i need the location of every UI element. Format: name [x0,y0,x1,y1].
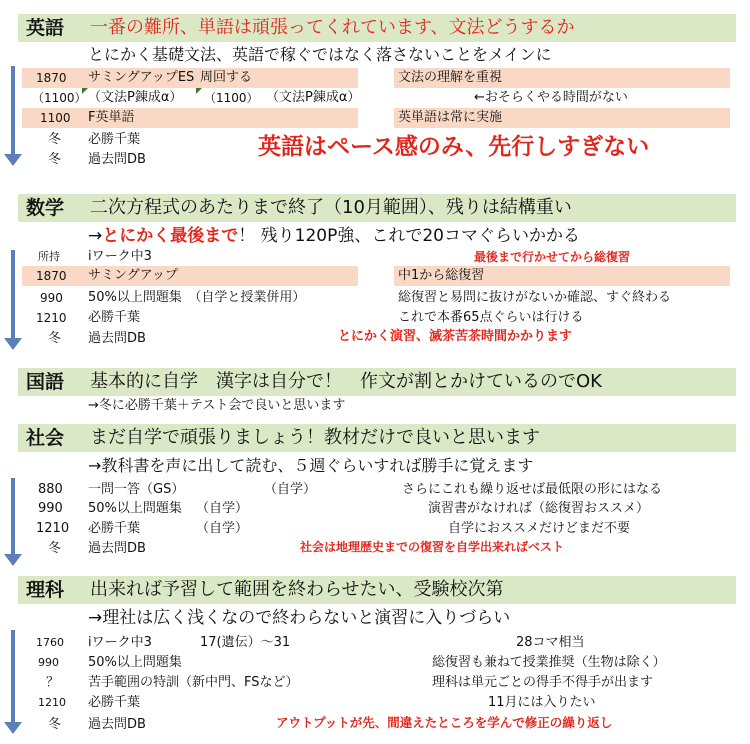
science-r3-note: 理科は単元ごとの得手不得手が出ます [432,675,654,690]
english-big-note: 英語はペース感のみ、先行しすぎない [258,134,650,160]
science-r5-price: 冬 [48,717,62,732]
math-r5-price: 冬 [48,331,62,346]
math-r4-price: 1210 [36,311,67,325]
science-r5-note: アウトプットが先、間違えたところを学んで修正の繰り返し [276,715,613,730]
english-r2-price-b: （1100） [204,91,259,105]
math-r4-book: 必勝千葉 [88,310,141,325]
english-r1-price: 1870 [36,71,67,85]
science-r5-book: 過去問DB [88,717,146,732]
science-headline: 出来れば予習して範囲を終わらせたい、受験校次第 [90,579,504,600]
science-r4-price: 1210 [38,696,66,709]
social-r2-book: 50%以上問題集 [88,501,182,516]
english-r5-book: 過去問DB [88,152,146,167]
science-r2-price: 990 [38,656,59,669]
english-r1-action: 周回する [200,70,253,85]
math-r5-book: 過去問DB [88,331,146,346]
social-flow-arrow [8,478,18,566]
science-subject: 理科 [26,579,65,601]
science-r3-price: ？ [46,675,60,690]
japanese-subject: 国語 [26,371,65,393]
social-r3-book: 必勝千葉 [88,521,141,536]
japanese-line2: →冬に必勝千葉＋テスト会で良いと思います [88,398,346,413]
english-r1-note: 文法の理解を重視 [398,70,503,85]
math-r2-note: 中1から総復習 [398,268,485,283]
comment-marker-icon [196,88,202,94]
social-r3-price: 1210 [36,521,70,536]
social-r1-mode: （自学） [264,482,317,497]
science-r4-book: 必勝千葉 [88,695,141,710]
math-line2-red: とにかく最後まで [102,226,239,246]
science-r1-book: iワーク中3 [88,635,152,650]
science-r4-note: 11月には入りたい [488,695,596,710]
social-line2: →教科書を声に出して読む、５週ぐらいすれば勝手に覚えます [88,456,534,475]
english-r3-note: 英単語は常に実施 [398,110,503,125]
social-r1-price: 880 [38,482,63,497]
english-r2-book-b: （文法P錬成α） [266,90,361,105]
math-line2 [88,224,580,248]
social-r1-note: さらにこれも繰り返せば最低限の形にはなる [402,482,663,497]
social-headline: まだ自学で頑張りましょう！教材だけで良いと思います [90,427,540,448]
math-r1-book: iワーク中3 [88,249,152,264]
math-line2-arrow: → [88,226,103,246]
english-r2-book: （文法P錬成α） [88,90,183,105]
english-line2: とにかく基礎文法、英語で稼ぐではなく落さないことをメインに [88,45,552,64]
japanese-headline: 基本的に自学 漢字は自分で！ 作文が割とかけているのでOK [90,371,602,392]
english-r5-price: 冬 [48,152,62,167]
social-r2-note: 演習書がなければ（総復習おススメ） [428,501,650,516]
english-r2-price: （1100） [32,91,87,105]
english-r3-book: F英単語 [88,110,135,125]
math-r3-note: 総復習と易問に抜けがないか確認、すぐ終わる [398,290,672,305]
math-r2-book: サミングアップ [88,268,178,283]
math-r5-note: とにかく演習、滅茶苦茶時間かかります [338,329,573,344]
social-r3-note: 自学におススメだけどまだ不要 [448,521,631,536]
science-r1-price: 1760 [36,636,64,649]
english-flow-arrow [8,66,18,166]
english-r4-price: 冬 [48,132,62,147]
social-r4-book: 過去問DB [88,541,146,556]
math-flow-arrow [8,250,18,350]
english-headline: 一番の難所、単語は頑張ってくれています、文法どうするか [90,17,575,38]
science-r1-range: 17(遺伝）～31 [200,635,291,650]
english-r2-note: ←おそらくやる時間がない [474,90,628,105]
science-line2: →理社は広く浅くなので終わらないと演習に入りづらい [88,608,511,628]
math-r2-price: 1870 [36,269,67,283]
social-r2-mode: （自学） [196,501,249,516]
math-r3-book: 50%以上問題集 （自学と授業併用） [88,290,306,305]
social-r4-note: 社会は地理歴史までの復習を自学出来ればベスト [300,540,565,554]
science-r2-book: 50%以上問題集 [88,655,182,670]
english-subject: 英語 [26,17,65,39]
math-r1-note: 最後まで行かせてから総復習 [474,250,631,264]
english-band-3 [22,108,358,128]
social-subject: 社会 [26,427,65,449]
math-headline: 二次方程式のあたりまで終了（10月範囲）、残りは結構重い [90,197,572,218]
science-r1-note: 28コマ相当 [516,635,585,650]
english-r1-book: サミングアップES [88,70,195,85]
social-r4-price: 冬 [48,541,62,556]
science-r3-book: 苦手範囲の特訓（新中門、FSなど） [88,675,299,690]
social-r1-book: 一問一答（GS） [88,482,185,497]
english-r3-price: 1100 [40,111,71,125]
math-r3-price: 990 [40,291,63,305]
social-r3-mode: （自学） [196,521,249,536]
math-r4-note: これで本番65点ぐらいは行ける [398,310,584,325]
science-flow-arrow [8,630,18,734]
math-band-2 [22,266,358,286]
math-subject: 数学 [26,197,65,219]
science-r2-note: 総復習も兼ねて授業推奨（生物は除く） [432,655,666,670]
english-r4-book: 必勝千葉 [88,132,141,147]
social-r2-price: 990 [38,501,63,516]
math-line2-rest: ！ 残り120P強、これで20コマぐらいかかる [238,226,580,246]
math-r1-price: 所持 [38,250,60,263]
